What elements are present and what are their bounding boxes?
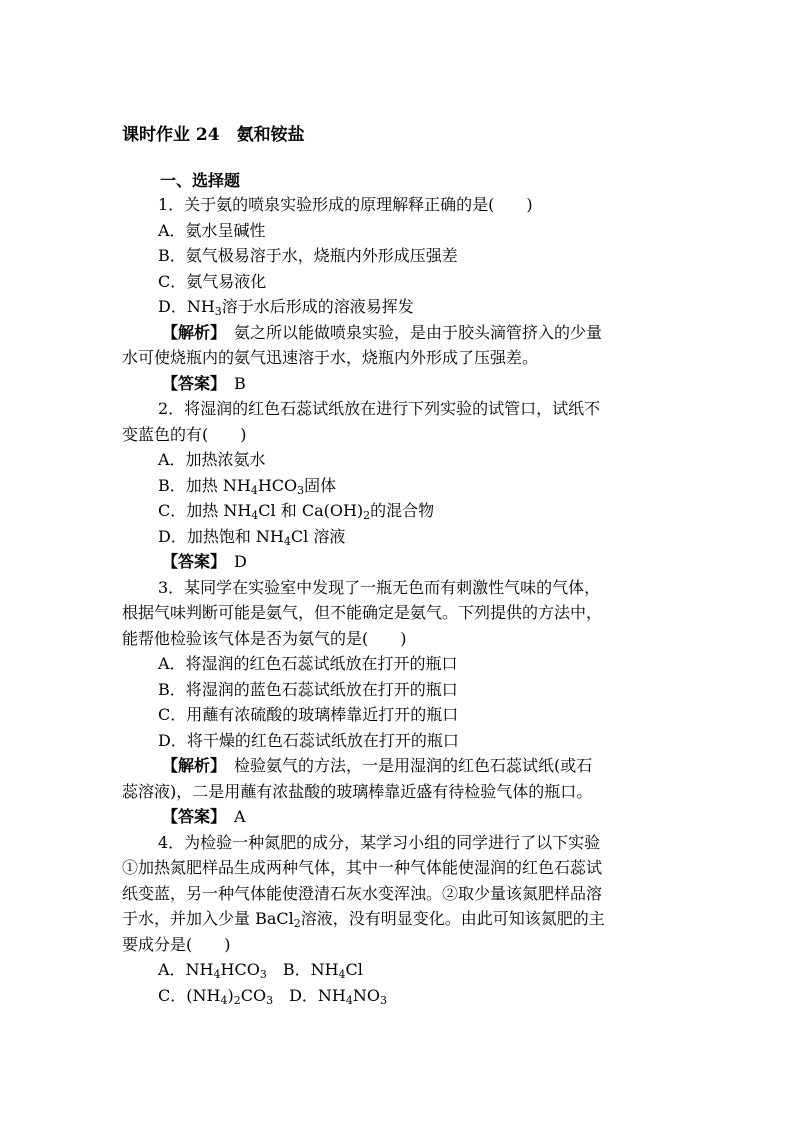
q3-analysis: 【解析】 检验氨气的方法，一是用湿润的红色石蕊试纸(或石 — [162, 756, 593, 775]
q4-stem: 4．为检验一种氮肥的成分，某学习小组的同学进行了以下实验 — [158, 832, 601, 852]
q4-stem-cont-4: 要成分是( ) — [122, 934, 231, 954]
q4-stem-cont-1: ①加热氮肥样品生成两种气体，其中一种气体能使湿润的红色石蕊试 — [122, 858, 603, 877]
q2-stem: 2．将湿润的红色石蕊试纸放在进行下列实验的试管口，试纸不 — [158, 399, 601, 418]
q4-stem-cont-3: 于水，并加入少量 BaCl$_2$溶液，没有明显变化。由此可知该氮肥的主 — [122, 909, 605, 930]
question-4 — [122, 830, 682, 1009]
q3-option-c: C．用蘸有浓硫酸的玻璃棒靠近打开的瓶口 — [158, 705, 459, 724]
worksheet-page — [122, 124, 682, 1008]
q3-option-b: B．将湿润的蓝色石蕊试纸放在打开的瓶口 — [158, 679, 458, 699]
q1-option-c: C．氨气易液化 — [158, 271, 267, 291]
analysis-label: 【解析】 — [162, 756, 219, 775]
q1-option-a: A．氨水呈碱性 — [158, 220, 266, 240]
q1-analysis: 【解析】 氨之所以能做喷泉实验，是由于胶头滴管挤入的少量 — [162, 322, 603, 342]
q2-stem-cont: 变蓝色的有( ) — [122, 424, 247, 444]
q2-option-b: B．加热 $NH_4HCO_3$固体 — [158, 475, 337, 497]
q2-option-d: D．加热饱和 $NH_4Cl$ 溶液 — [158, 526, 346, 548]
q1-answer: 【答案】 B — [162, 373, 246, 393]
q3-stem-cont-2: 能帮他检验该气体是否为氨气的是( ) — [122, 628, 407, 648]
q3-analysis-cont: 蕊溶液)，二是用蘸有浓盐酸的玻璃棒靠近盛有待检验气体的瓶口。 — [122, 781, 593, 801]
page-title: 课时作业 24 氨和铵盐 — [122, 125, 305, 145]
q2-answer: 【答案】 D — [162, 552, 247, 571]
q2-option-a: A．加热浓氨水 — [158, 450, 266, 469]
q1-stem: 1．关于氨的喷泉实验形成的原理解释正确的是( ) — [158, 195, 533, 214]
answer-label: 【答案】 — [162, 807, 219, 826]
q1-option-d: D．$NH_3$溶于水后形成的溶液易挥发 — [158, 297, 414, 318]
answer-label: 【答案】 — [162, 552, 219, 571]
q3-stem: 3．某同学在实验室中发现了一瓶无色而有刺激性气味的气体， — [158, 577, 601, 597]
q3-stem-cont-1: 根据气味判断可能是氨气，但不能确定是氨气。下列提供的方法中， — [122, 603, 603, 622]
q1-option-b: B．氨气极易溶于水，烧瓶内外形成压强差 — [158, 246, 458, 265]
q4-options-ab: A．$NH_4HCO_3$ B．$NH_4Cl$ — [158, 960, 363, 981]
q2-option-c: C．加热 $NH_4Cl$ 和 $Ca(OH)_2$的混合物 — [158, 501, 435, 522]
analysis-label: 【解析】 — [162, 322, 219, 342]
question-1 — [122, 192, 682, 396]
q1-analysis-cont: 水可使烧瓶内的氨气迅速溶于水，烧瓶内外形成了压强差。 — [122, 348, 539, 367]
section-heading: 一、选择题 — [160, 171, 241, 190]
q3-option-a: A．将湿润的红色石蕊试纸放在打开的瓶口 — [158, 654, 458, 673]
question-3 — [122, 575, 682, 830]
q4-stem-cont-2: 纸变蓝，另一种气体能使澄清石灰水变浑浊。②取少量该氮肥样品溶 — [122, 883, 603, 903]
q3-answer: 【答案】 A — [162, 807, 246, 826]
question-2 — [122, 396, 682, 575]
q4-options-cd: C．$(NH_4)_2CO_3$ D．$NH_4NO_3$ — [158, 985, 387, 1007]
q3-option-d: D．将干燥的红色石蕊试纸放在打开的瓶口 — [158, 730, 459, 750]
answer-label: 【答案】 — [162, 373, 219, 393]
